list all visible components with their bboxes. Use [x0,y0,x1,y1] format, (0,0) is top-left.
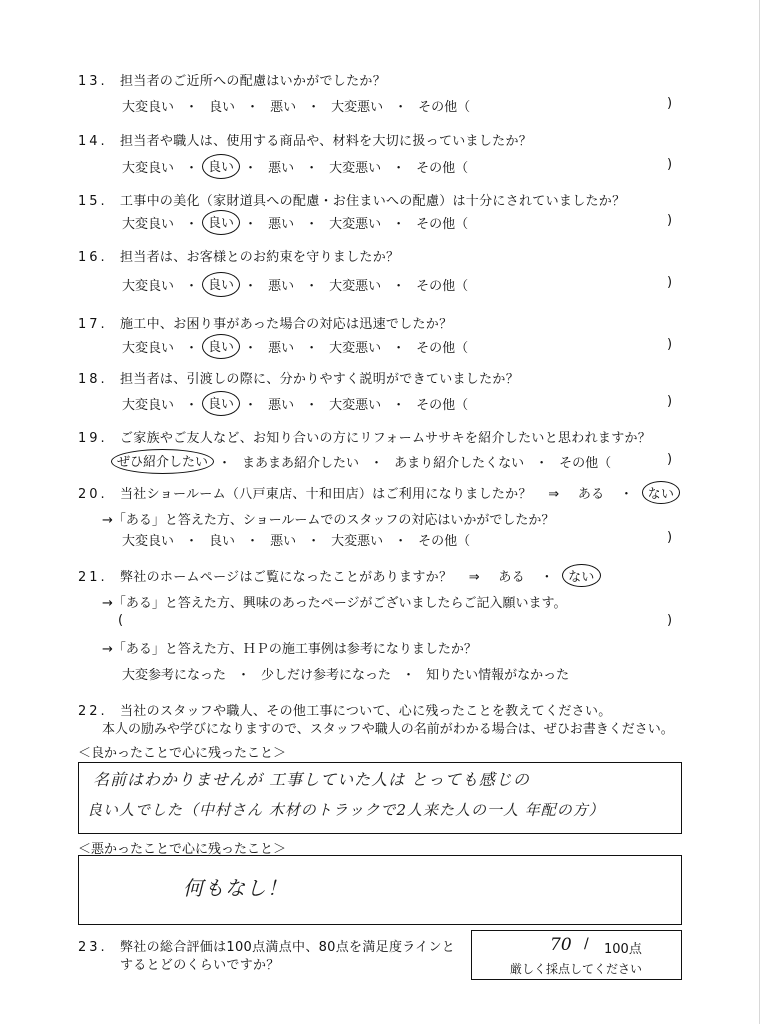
good-comment-label: ＜良かったことで心に残ったこと＞ [78,746,287,761]
option-not-recommend[interactable]: あまり紹介したくない [394,456,525,471]
arrow-right-icon: ⇒ [548,487,560,502]
question-number: 20. [78,487,108,502]
option-yes[interactable]: ある [498,570,525,585]
option-very-bad[interactable]: 大変悪い [329,217,382,232]
option-not-helpful[interactable]: 知りたい情報がなかった [426,668,570,683]
bad-comment-text: 何もなし！ [183,876,288,900]
question-16 [78,246,399,265]
score-slash: / [584,936,589,952]
paren-close: ) [667,613,673,628]
q18-options: 大変良い ・ 良い ・ 悪い ・ 大変悪い ・ その他（ [120,394,470,413]
arrow-right-icon: ⇒ [468,570,480,585]
question-23 [78,936,455,955]
question-number: 17. [78,317,108,332]
q13-options: 大変良い ・ 良い ・ 悪い ・ 大変悪い ・ その他（ [120,96,472,115]
question-number: 19. [78,431,108,446]
option-bad[interactable]: 悪い [270,534,297,549]
option-good-selected[interactable]: 良い [202,210,240,235]
option-bad[interactable]: 悪い [270,100,297,115]
option-very-good[interactable]: 大変良い [122,100,175,115]
paren-close: ) [667,530,673,545]
question-number: 14. [78,134,108,149]
paren-open: ( [118,613,124,628]
question-text-2: 本人の励みや学びになりますので、スタッフや職人の名前がわかる場合は、ぜひお書きください。 [102,722,674,737]
option-very-bad[interactable]: 大変悪い [329,279,382,294]
paren-close: ) [667,337,673,352]
option-other[interactable]: その他（ [416,341,469,356]
question-text: 工事中の美化（家財道具への配慮・お住まいへの配慮）は十分にされていましたか？ [120,194,626,209]
question-number: 16. [78,250,108,265]
paren-close: ) [667,394,673,409]
option-very-good[interactable]: 大変良い [122,217,175,232]
option-other[interactable]: その他（ [416,398,469,413]
option-good-selected[interactable]: 良い [202,154,240,179]
option-no-selected[interactable]: ない [642,481,681,504]
good-comment-line-2: 良い人でした（中村さん 木材のトラックで2人来た人の一人 年配の方） [87,801,605,819]
option-no-selected[interactable]: ない [562,564,601,587]
question-text: 当社のスタッフや職人、その他工事について、心に残ったことを教えてください。 [120,704,612,719]
option-yes[interactable]: ある [577,487,605,502]
option-other[interactable]: その他（ [418,100,471,115]
bad-comment-label: ＜悪かったことで心に残ったこと＞ [78,842,287,857]
q20-options: 大変良い ・ 良い ・ 悪い ・ 大変悪い ・ その他（ [120,530,472,549]
question-text: 担当者や職人は、使用する商品や、材料を大切に扱っていましたか？ [120,134,533,149]
q16-options: 大変良い ・ 良い ・ 悪い ・ 大変悪い ・ その他（ [120,275,470,294]
option-other[interactable]: その他（ [416,161,469,176]
question-text: ご家族やご友人など、お知り合いの方にリフォームササキを紹介したいと思われますか？ [120,431,652,446]
option-somewhat-recommend[interactable]: まあまあ紹介したい [242,456,360,471]
option-bad[interactable]: 悪い [268,279,295,294]
question-text: 弊社のホームページはご覧になったことがありますか？ [120,570,453,585]
q15-options: 大変良い ・ 良い ・ 悪い ・ 大変悪い ・ その他（ [120,213,470,232]
question-text: 担当者は、引渡しの際に、分かりやすく説明ができていましたか？ [120,372,520,387]
question-21: 21. 弊社のホームページはご覧になったことがありますか？ ⇒ ある ・ ない [78,566,596,585]
score-value: 70 [550,935,572,955]
option-very-bad[interactable]: 大変悪い [329,398,382,413]
question-15 [78,190,625,209]
question-14 [78,130,532,149]
option-very-bad[interactable]: 大変悪い [331,100,384,115]
question-text: 弊社の総合評価は100点満点中、80点を満足度ラインと [120,940,456,955]
question-22 [78,700,612,719]
score-note: 厳しく採点してください [510,962,643,976]
question-text: 当社ショールーム（八戸東店、十和田店）はご利用になりましたか？ [120,487,532,502]
option-bad[interactable]: 悪い [268,398,295,413]
q21-subquestion-1: →「ある」と答えた方、興味のあったページがございましたらご記入願います。 [102,596,567,611]
question-13 [78,70,386,89]
option-good-selected[interactable]: 良い [202,334,240,359]
option-very-bad[interactable]: 大変悪い [331,534,384,549]
q14-options: 大変良い ・ 良い ・ 悪い ・ 大変悪い ・ その他（ [120,157,470,176]
score-max: 100点 [604,942,642,957]
question-number: 13. [78,74,108,89]
paren-close: ) [667,157,673,172]
paren-close: ) [667,275,673,290]
good-comment-line-1: 名前はわかりませんが 工事していた人は とっても感じの [93,770,530,789]
bad-comment-box[interactable] [78,855,682,925]
option-other[interactable]: その他（ [416,279,469,294]
option-very-good[interactable]: 大変良い [122,279,175,294]
option-very-good[interactable]: 大変良い [122,534,175,549]
option-bad[interactable]: 悪い [268,341,295,356]
q17-options: 大変良い ・ 良い ・ 悪い ・ 大変悪い ・ その他（ [120,337,470,356]
option-very-good[interactable]: 大変良い [122,341,175,356]
paren-close: ) [667,213,673,228]
question-17 [78,313,452,332]
page-edge [759,0,760,1024]
option-very-bad[interactable]: 大変悪い [329,161,382,176]
option-bad[interactable]: 悪い [268,161,295,176]
option-very-bad[interactable]: 大変悪い [329,341,382,356]
q21-options: 大変参考になった ・ 少しだけ参考になった ・ 知りたい情報がなかった [120,664,571,683]
option-other[interactable]: その他（ [416,217,469,232]
option-good-selected[interactable]: 良い [202,391,240,416]
question-number: 23. [78,940,108,955]
question-20: 20. 当社ショールーム（八戸東店、十和田店）はご利用になりましたか？ ⇒ ある ・ ない [78,483,675,502]
question-text: 施工中、お困り事があった場合の対応は迅速でしたか？ [120,317,453,332]
question-18 [78,368,519,387]
option-good-selected[interactable]: 良い [202,272,240,297]
option-very-helpful[interactable]: 大変参考になった [122,668,227,683]
option-very-good[interactable]: 大変良い [122,398,175,413]
question-number: 21. [78,570,108,585]
q21-subquestion-2: →「ある」と答えた方、ＨＰの施工事例は参考になりましたか？ [102,642,477,657]
option-other[interactable]: その他（ [418,534,471,549]
paren-close: ) [667,452,673,467]
question-text-2: するとどのくらいですか？ [120,958,280,973]
option-good[interactable]: 良い [209,100,236,115]
q19-options: ぜひ紹介したい ・ まあまあ紹介したい ・ あまり紹介したくない ・ その他（ [116,452,613,471]
question-number: 15. [78,194,108,209]
question-text: 担当者は、お客様とのお約束を守りましたか？ [120,250,400,265]
score-box[interactable] [471,930,682,980]
option-very-good[interactable]: 大変良い [122,161,175,176]
option-definitely-recommend-selected[interactable]: ぜひ紹介したい [111,449,214,474]
option-bad[interactable]: 悪い [268,217,295,232]
option-other[interactable]: その他（ [559,456,612,471]
paren-close: ) [667,96,673,111]
option-slightly-helpful[interactable]: 少しだけ参考になった [261,668,392,683]
question-text: 担当者のご近所への配慮はいかがでしたか？ [120,74,387,89]
question-number: 18. [78,372,108,387]
good-comment-box[interactable] [78,762,682,834]
question-19 [78,427,651,446]
question-number: 22. [78,704,108,719]
q20-subquestion: →「ある」と答えた方、ショールームでのスタッフの対応はいかがでしたか？ [102,513,555,528]
option-good[interactable]: 良い [209,534,236,549]
